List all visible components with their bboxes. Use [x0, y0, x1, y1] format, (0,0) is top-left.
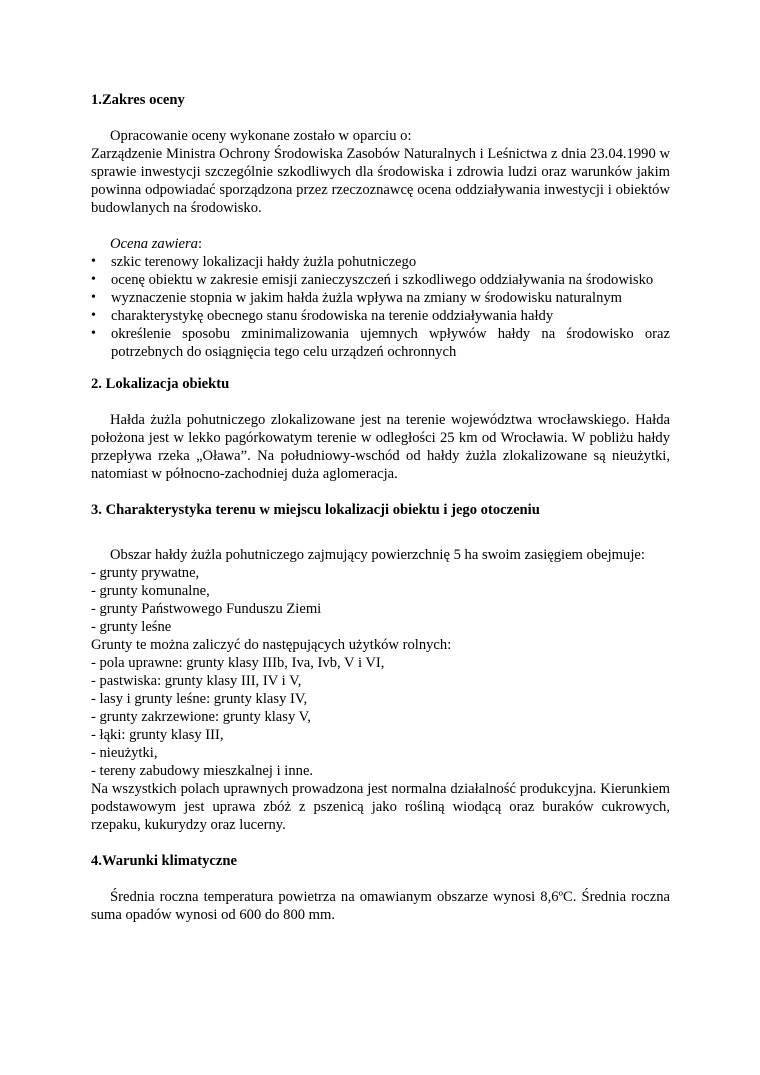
list-item: • wyznaczenie stopnia w jakim hałda żużla wpływa na zmiany w środowisku naturalnym — [91, 289, 670, 307]
list-item: - pastwiska: grunty klasy III, IV i V, — [91, 673, 302, 689]
section-1-list-title — [91, 235, 670, 253]
section-4-heading: 4.Warunki klimatyczne — [91, 853, 237, 869]
section-3-heading: 3. Charakterystyka terenu w miejscu lokalizacji obiektu i jego otoczeniu — [91, 502, 540, 518]
list-item: - grunty Państwowego Funduszu Ziemi — [91, 601, 322, 617]
section-3-closing: Na wszystkich polach uprawnych prowadzona jest normalna działalność produkcyjna. Kierunkiem podstawowym jest uprawa zbóż z pszenicą jako rośliną wiodącą oraz buraków cukrowych, rzepaku, kukurydzy oraz lucerny. — [91, 781, 670, 833]
list-item: - grunty leśne — [91, 619, 172, 635]
section-3-intro: Obszar hałdy żużla pohutniczego zajmujący powierzchnię 5 ha swoim zasięgiem obejmuje: — [110, 547, 645, 563]
list-item: - łąki: grunty klasy III, — [91, 727, 224, 743]
section-1-heading: 1.Zakres oceny — [91, 92, 185, 108]
assessment-contents-list — [91, 253, 670, 361]
section-1-intro: Opracowanie oceny wykonane zostało w oparciu o: — [110, 128, 412, 144]
list-item: - grunty prywatne, — [91, 565, 200, 581]
list-item: - nieużytki, — [91, 745, 158, 761]
list-item: - lasy i grunty leśne: grunty klasy IV, — [91, 691, 308, 707]
list-item: - pola uprawne: grunty klasy IIIb, Iva, Ivb, V i VI, — [91, 655, 385, 671]
list-item: • szkic terenowy lokalizacji hałdy żużla pohutniczego — [91, 253, 670, 271]
list-title-colon: : — [197, 236, 203, 252]
ownership-list — [91, 564, 670, 636]
land-classes-list — [91, 654, 670, 780]
section-1-regulation: Zarządzenie Ministra Ochrony Środowiska Zasobów Naturalnych i Leśnictwa z dnia 23.04.1990 w sprawie inwestycji szczególnie szkodliwych dla środowiska i zdrowia ludzi oraz warunków jakim powinna odpowiadać sporządzona przez rzeczoznawcę ocena oddziaływania inwestycji i obiektów budowlanych na środowisko. — [91, 146, 670, 216]
list-item: • określenie sposobu zminimalizowania ujemnych wpływów hałdy na środowisko oraz potrzebnych do osiągnięcia tego celu urządzeń ochronnych — [91, 325, 670, 361]
list-item: - tereny zabudowy mieszkalnej i inne. — [91, 763, 314, 779]
list-item: - grunty zakrzewione: grunty klasy V, — [91, 709, 311, 725]
section-4-body: Średnia roczna temperatura powietrza na omawianym obszarze wynosi 8,6ºC. Średnia roczna suma opadów wynosi od 600 do 800 mm. — [91, 889, 670, 923]
section-3-classes-intro: Grunty te można zaliczyć do następujących użytków rolnych: — [91, 637, 452, 653]
section-2-heading: 2. Lokalizacja obiektu — [91, 376, 230, 392]
list-title-text: Ocena zawiera — [110, 236, 198, 252]
document-content — [91, 91, 670, 924]
section-2-body: Hałda żużla pohutniczego zlokalizowane jest na terenie województwa wrocławskiego. Hałda położona jest w lekko pagórkowatym terenie w odległości 25 km od Wrocławia. W pobliżu hałdy przepływa rzeka „Oława”. Na południowy-wschód od hałdy żużla zlokalizowane są nieużytki, natomiast w północno-zachodniej duża aglomeracja. — [91, 412, 670, 482]
list-item: • ocenę obiektu w zakresie emisji zanieczyszczeń i szkodliwego oddziaływania na środowisko — [91, 271, 670, 289]
list-item: • charakterystykę obecnego stanu środowiska na terenie oddziaływania hałdy — [91, 307, 670, 325]
list-item: - grunty komunalne, — [91, 583, 210, 599]
